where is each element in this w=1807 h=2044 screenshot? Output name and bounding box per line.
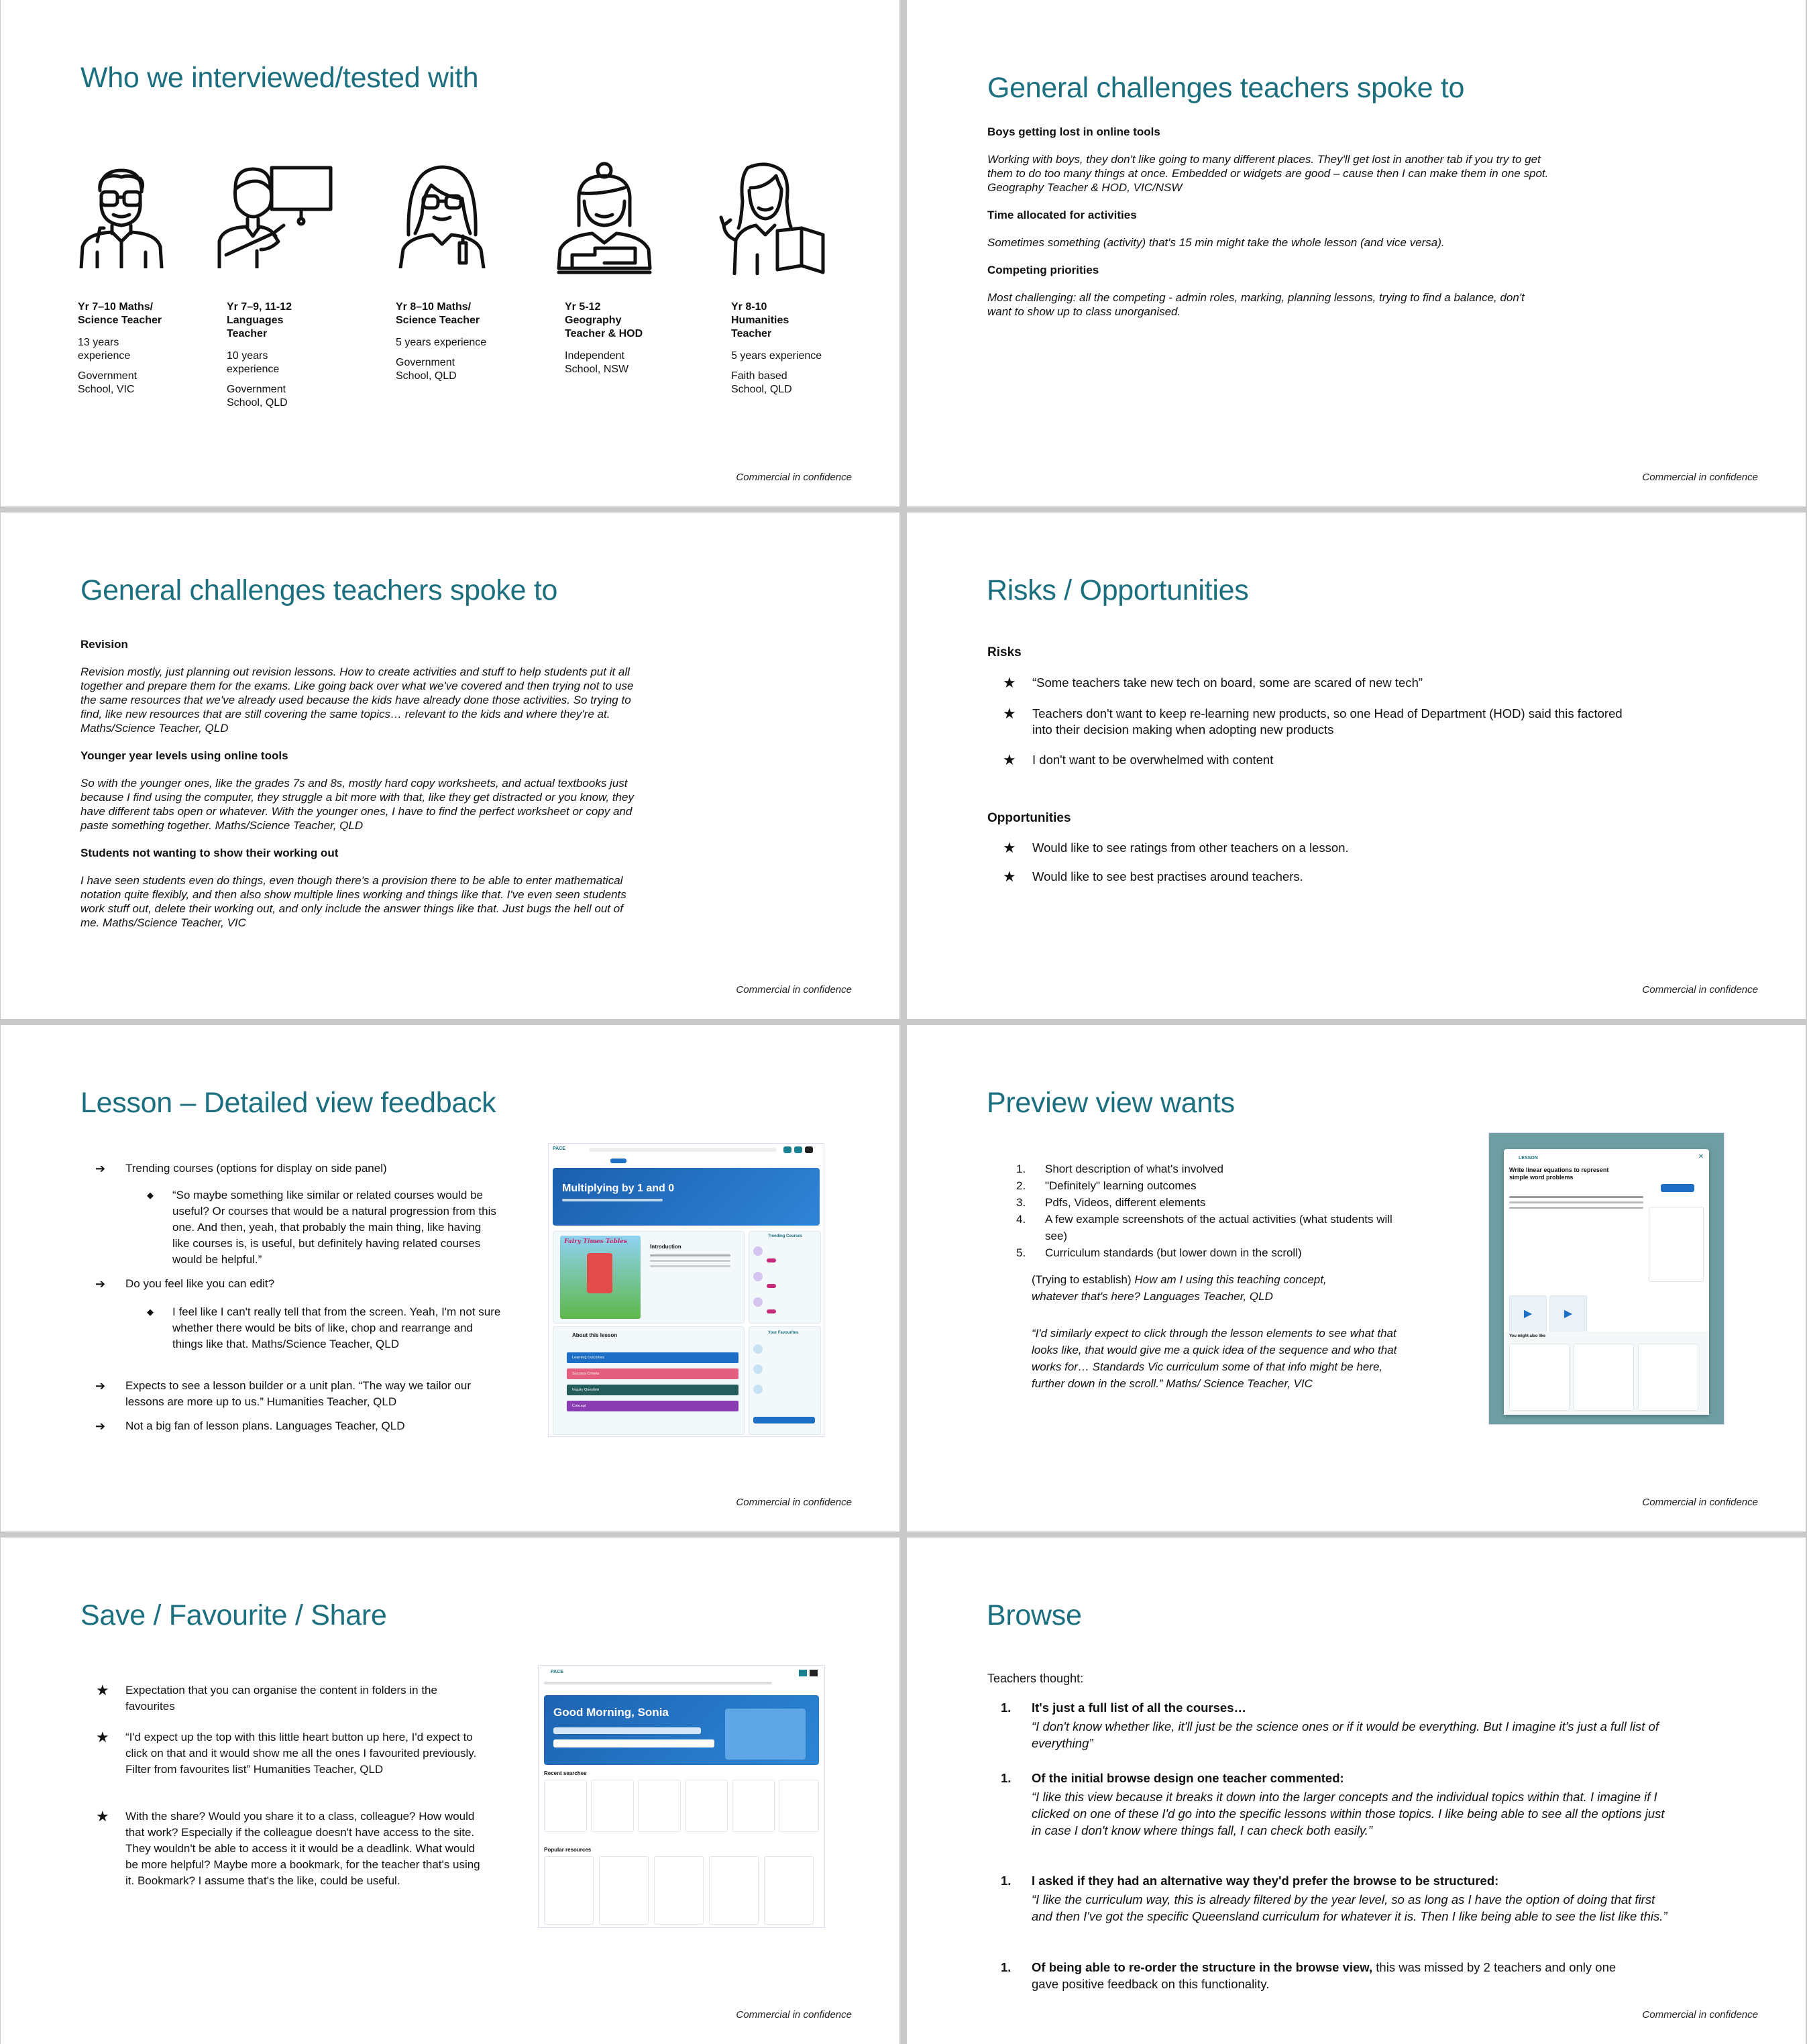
confidential-footer: Commercial in confidence [736,1497,852,1508]
browse-intro: Teachers thought: [987,1672,1084,1685]
heart-icon[interactable] [799,1670,807,1676]
greeting-text: Good Morning, Sonia [553,1706,669,1719]
preview-screenshot [1488,1132,1724,1425]
diamond-bullet-icon: ◆ [147,1307,154,1317]
recent-cards [544,1780,819,1831]
opportunity-text: Would like to see ratings from other teachers on a lesson. [1032,841,1349,855]
want-text: Short description of what's involved [1045,1163,1223,1175]
book-cover-image [560,1236,641,1319]
feedback-item [95,1161,501,1177]
item-number: 1. [1001,1771,1011,1785]
slide-preview-view-wants [907,1025,1806,1531]
share-icon[interactable] [810,1670,818,1676]
slide-title: General challenges teachers spoke to [987,72,1465,104]
feedback-text: Expects to see a lesson builder or a unit plan. “The way we tailor our lessons are more up to us.” Humanities Teacher, QLD [125,1379,471,1408]
lesson-screenshot [548,1143,824,1437]
close-icon[interactable]: ✕ [1698,1153,1704,1161]
star-icon: ★ [1003,868,1016,885]
persona-2 [227,301,321,417]
persona-4 [565,301,659,383]
persona-school: Government School, QLD [227,384,288,409]
save-item [96,1808,481,1889]
arrow-icon: ➔ [95,1277,106,1291]
want-text: Curriculum standards (but lower down in the scroll) [1045,1246,1302,1259]
feedback-text: Do you feel like you can edit? [125,1277,275,1290]
section-quote: Sometimes something (activity) that's 15 min might take the whole lesson (and vice versa). [987,236,1445,249]
save-item [96,1729,481,1778]
risk-text: Teachers don't want to keep re-learning new products, so one Head of Department (HOD) said this factored into their decision making when adopting new products [1032,706,1623,737]
slide-risks-opportunities [907,513,1806,1019]
opportunity-item [1003,868,1582,885]
slide-general-challenges-2 [1,513,899,1019]
save-text: “I'd expect up the top with this little heart button up here, I'd expect to click on that and it would show me all the ones I favourited previously. Filter from favourites list” Humanities Teacher, QLD [125,1731,477,1776]
inquiry-question-button[interactable]: Inquiry Question [567,1385,738,1395]
preview-title: Write linear equations to represent simple word problems [1509,1167,1609,1181]
learning-outcomes-button[interactable]: Learning Outcomes [567,1352,738,1363]
slide-title: Save / Favourite / Share [80,1599,387,1631]
feedback-item [95,1276,501,1292]
success-criteria-button[interactable]: Success Criteria [567,1368,738,1379]
feedback-subitem [147,1187,501,1268]
opportunity-text: Would like to see best practises around teachers. [1032,869,1303,883]
introduction-heading: Introduction [650,1244,681,1250]
section-heading: Boys getting lost in online tools [987,125,1160,138]
persona-role: Yr 8-10 Humanities Teacher [731,301,789,339]
section-heading: Time allocated for activities [987,209,1137,221]
item-heading: Of being able to re-order the structure in the browse view, [1032,1960,1373,1974]
confidential-footer: Commercial in confidence [1642,2009,1758,2021]
section-heading: Younger year levels using online tools [80,749,288,762]
slide-browse [907,1538,1806,2044]
home-screenshot [538,1665,825,1928]
feedback-text: I feel like I can't really tell that from the screen. Yeah, I'm not sure whether there would be bits of like, chop and rearrange and things like that. Maths/Science Teacher, QLD [172,1305,501,1350]
quote-text: How am I using this teaching concept, whatever that's here? Languages Teacher, QLD [1032,1273,1327,1303]
confidential-footer: Commercial in confidence [736,2009,852,2021]
feedback-text: “So maybe something like similar or related courses would be useful? Or courses that would be a natural progression from this one. And then, yeah, that probably the main thing, like having like courses is, is useful, but definitely having related courses would be helpful.” [172,1189,496,1266]
arrow-icon: ➔ [95,1379,106,1393]
trending-courses-panel [749,1231,821,1324]
item-number: 1. [1001,1874,1011,1888]
persona-role: Yr 5-12 Geography Teacher & HOD [565,301,643,339]
risk-item [1003,705,1623,738]
persona-role: Yr 7–9, 11-12 Languages Teacher [227,301,292,339]
risks-heading: Risks [987,645,1022,659]
trending-heading: Trending Courses [768,1234,803,1238]
slide-title: Browse [987,1599,1082,1631]
favourites-panel [749,1326,821,1435]
item-quote: “I like this view because it breaks it down into the larger concepts and the individual topics within that. I imagine if I clicked on one of these I'd go into the specific lessons within those topics. I like being able to see all the options just in case I don't know where things fall, I can check both easily.” [1032,1790,1665,1837]
item-number: 1. [1001,1701,1011,1715]
slide-body [80,637,637,943]
save-text: With the share? Would you share it to a class, colleague? How would that work? Especially if the colleague doesn't have access to the site. They wouldn't be able to access it it would be a deadlink. What would be more helpful? Maybe more a bookmark, for the teacher that's using it. Bookmark? I assume that's the like, could be useful. [125,1810,480,1887]
item-number: 1. [1001,1960,1011,1974]
lesson-hero-banner [553,1168,820,1226]
arrow-icon: ➔ [95,1419,106,1433]
star-icon: ★ [1003,839,1016,856]
slide-general-challenges-1 [907,0,1806,506]
persona-school: Government School, VIC [78,370,138,395]
video-icon[interactable]: ▶ [1509,1295,1547,1333]
save-item [96,1682,481,1715]
risk-item [1003,674,1582,691]
quote-click-through: “I'd similarly expect to click through the lesson elements to see what that looks like, that would give me a quick idea of the sequence and who that works for… Standards Vic curriculum some of that info might be here, further down in the scroll.” Maths/ Science Teacher, VIC [1032,1327,1397,1390]
risk-text: I don't want to be overwhelmed with content [1032,753,1274,767]
confidential-footer: Commercial in confidence [736,984,852,996]
teacher-woman-glasses-icon [395,161,489,268]
save-text: Expectation that you can organise the content in folders in the favourites [125,1684,437,1713]
about-heading: About this lesson [572,1332,618,1338]
feedback-item [95,1418,488,1434]
risk-text: “Some teachers take new tech on board, some are scared of new tech” [1032,676,1423,690]
section-heading: Competing priorities [987,264,1099,276]
persona-experience: 5 years experience [396,337,487,348]
star-icon: ★ [1003,705,1016,722]
favourites-heading: Your Favourites [768,1331,799,1335]
teacher-book-icon [716,161,810,275]
quote-prefix: (Trying to establish) [1032,1273,1135,1286]
item-heading: It's just a full list of all the courses… [1032,1701,1246,1715]
persona-role: Yr 8–10 Maths/ Science Teacher [396,301,480,326]
quote-establish [1032,1271,1354,1305]
persona-school: Independent School, NSW [565,350,629,375]
video-icon[interactable]: ▶ [1549,1295,1587,1333]
want-text: Pdfs, Videos, different elements [1045,1196,1206,1209]
confidential-footer: Commercial in confidence [736,472,852,483]
star-icon: ★ [96,1729,109,1745]
persona-experience: 10 years experience [227,350,280,375]
slide-title: Who we interviewed/tested with [80,62,479,94]
section-heading: Revision [80,638,128,651]
section-quote: Revision mostly, just planning out revision lessons. How to create activities and stuff to help students put it all together and prepare them for the exams. Like going back over what we've covered and then trying not to use the same resources that we've already used because the kids have already done those activities. So trying to find, like new resources that are still covering the same topics… relevant to the kids and where they're at. Maths/Science Teacher, QLD [80,665,634,735]
star-icon: ★ [96,1808,109,1825]
confidential-footer: Commercial in confidence [1642,1497,1758,1508]
feedback-item [95,1378,488,1410]
arrow-icon: ➔ [95,1162,106,1175]
section-quote: Working with boys, they don't like going to many different places. They'll get lost in another tab if you try to get them to do too many things at once. Embedded or widgets are good – cause then I can make them in one spot. Geography Teacher & HOD, VIC/NSW [987,153,1549,194]
slide-title: General challenges teachers spoke to [80,574,558,606]
persona-experience: 5 years experience [731,350,822,362]
teacher-desk-icon [555,161,649,275]
browse-item [1001,1959,1622,1992]
popular-cards [544,1856,819,1923]
browse-item [1001,1699,1676,1752]
want-text: A few example screenshots of the actual activities (what students will see) [1045,1213,1392,1242]
feedback-subitem [147,1304,501,1352]
slide-who-we-interviewed [1,0,899,506]
want-text: "Definitely" learning outcomes [1045,1179,1197,1192]
confidential-footer: Commercial in confidence [1642,984,1758,996]
persona-role: Yr 7–10 Maths/ Science Teacher [78,301,162,326]
also-like-section [1504,1332,1709,1415]
also-like-heading: You might also like [1509,1334,1546,1338]
section-quote: I have seen students even do things, even though there's a provision there to be able to enter mathematical notation quite flexibly, and then also show multiple lines working and things like that. I've even seen students work stuff out, delete their working out, and only include the answer things like that. Just bugs the hell out of me. Maths/Science Teacher, VIC [80,874,626,929]
recent-searches-heading: Recent searches [544,1770,587,1776]
persona-school: Faith based School, QLD [731,370,792,395]
browse-item [1001,1770,1676,1839]
opportunity-item [1003,839,1582,856]
diamond-bullet-icon: ◆ [147,1190,154,1200]
section-quote: Most challenging: all the competing - admin roles, marking, planning lessons, trying to find a balance, don't want to show up to class unorganised. [987,291,1525,318]
preview-label: LESSON [1519,1156,1538,1161]
want-item: 1. Short description of what's involved [1016,1163,1223,1175]
star-icon: ★ [1003,674,1016,691]
introduction-card [553,1231,745,1324]
persona-5 [731,301,825,403]
teacher-whiteboard-icon [217,161,311,268]
slide-body [987,125,1551,332]
brand-logo: PACE [551,1670,563,1674]
persona-3 [396,301,490,390]
star-icon: ★ [96,1682,109,1699]
feedback-text: Trending courses (options for display on side panel) [125,1162,387,1175]
want-item: 2. "Definitely" learning outcomes [1016,1179,1197,1192]
brand-logo: PACE [553,1146,565,1151]
welcome-banner [544,1695,819,1765]
want-item: 3. Pdfs, Videos, different elements [1016,1196,1206,1209]
persona-school: Government School, QLD [396,357,457,382]
item-quote: “I don't know whether like, it'll just be the science ones or if it would be everything. But I imagine it's just a full list of everything” [1032,1719,1659,1750]
about-lesson-card [553,1326,745,1435]
feedback-text: Not a big fan of lesson plans. Languages Teacher, QLD [125,1419,405,1432]
opportunities-heading: Opportunities [987,811,1071,825]
section-quote: So with the younger ones, like the grades 7s and 8s, mostly hard copy worksheets, and actual textbooks just because I find using the computer, they struggle a bit more with that, like they get distracted or you know, they have different tabs open or whatever. With the younger ones, I have to find the perfect worksheet or copy and paste something together. Maths/Science Teacher, QLD [80,777,634,832]
section-heading: Students not wanting to show their working out [80,847,339,859]
want-item: 4. A few example screenshots of the actual activities (what students will see) [1016,1213,1392,1242]
item-rest: this was missed by 2 teachers and only one gave positive feedback on this functionality. [1032,1960,1617,1991]
persona-experience: 13 years experience [78,337,131,362]
risk-item [1003,751,1582,768]
slide-lesson-detailed-view [1,1025,899,1531]
slide-title: Risks / Opportunities [987,574,1249,606]
want-item: 5. Curriculum standards (but lower down in the scroll) [1016,1246,1302,1259]
teacher-glasses-icon [73,161,167,268]
slide-title: Preview view wants [987,1087,1235,1119]
slide-title: Lesson – Detailed view feedback [80,1087,496,1119]
persona-1 [78,301,172,403]
popular-resources-heading: Popular resources [544,1847,592,1853]
browse-item [1001,1872,1676,1925]
confidential-footer: Commercial in confidence [1642,472,1758,483]
item-quote: “I like the curriculum way, this is already filtered by the year level, so as long as I have the option of doing that first and then I've got the specific Queensland curriculum for whatever it is. Then I like being able to see the list like this.” [1032,1892,1667,1923]
item-heading: I asked if they had an alternative way they'd prefer the browse to be structured: [1032,1874,1499,1888]
lesson-hero-title: Multiplying by 1 and 0 [562,1183,675,1194]
concept-button[interactable]: Concept [567,1401,738,1411]
book-title: Fairy Times Tables [564,1238,627,1245]
slide-save-favourite-share [1,1538,899,2044]
item-heading: Of the initial browse design one teacher commented: [1032,1771,1344,1785]
star-icon: ★ [1003,751,1016,768]
